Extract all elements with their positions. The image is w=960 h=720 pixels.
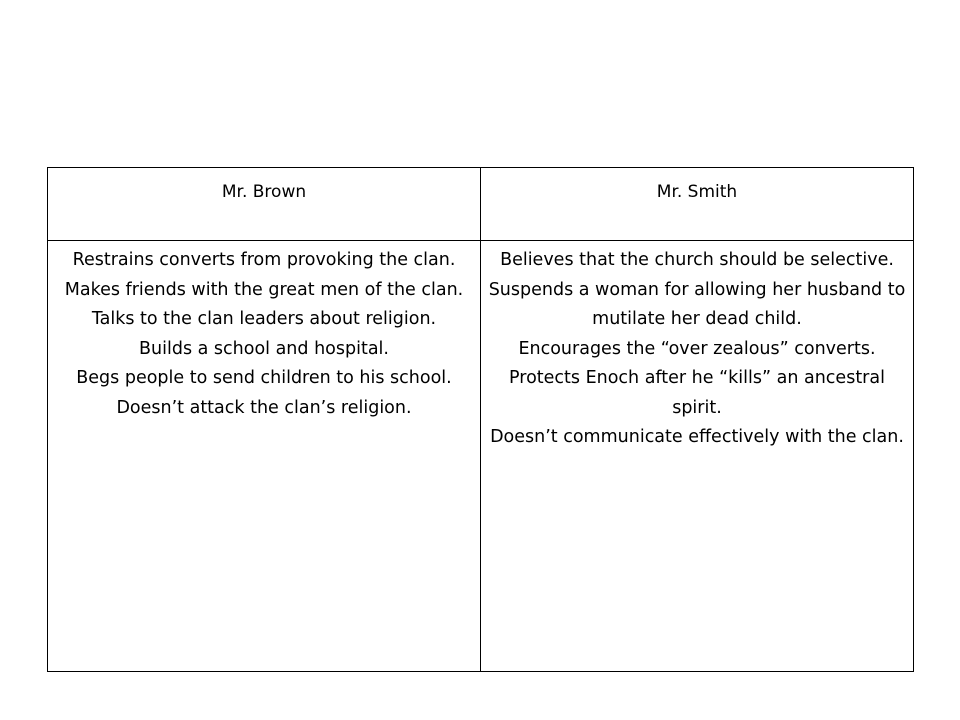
brown-points-cell <box>48 241 481 672</box>
brown-point: Restrains converts from provoking the clan. <box>72 250 456 270</box>
smith-point: Protects Enoch after he “kills” an ancestral spirit. <box>509 368 885 418</box>
comparison-table <box>47 167 914 672</box>
header-mr-smith: Mr. Smith <box>481 168 914 241</box>
header-row <box>48 168 914 241</box>
smith-points-cell <box>481 241 914 672</box>
brown-point: Talks to the clan leaders about religion. <box>91 309 437 329</box>
smith-point: Doesn’t communicate effectively with the clan. <box>490 427 904 447</box>
brown-point: Builds a school and hospital. <box>139 338 389 359</box>
smith-point: Believes that the church should be selective. <box>500 250 894 270</box>
brown-point: Begs people to send children to his school. <box>76 368 452 388</box>
header-mr-brown: Mr. Brown <box>48 168 481 241</box>
brown-point: Doesn’t attack the clan’s religion. <box>116 397 412 418</box>
content-row <box>48 241 914 672</box>
brown-point: Makes friends with the great men of the clan. <box>64 279 464 300</box>
smith-point: Suspends a woman for allowing her husband to mutilate her dead child. <box>488 279 906 329</box>
smith-point: Encourages the “over zealous” converts. <box>518 338 876 359</box>
